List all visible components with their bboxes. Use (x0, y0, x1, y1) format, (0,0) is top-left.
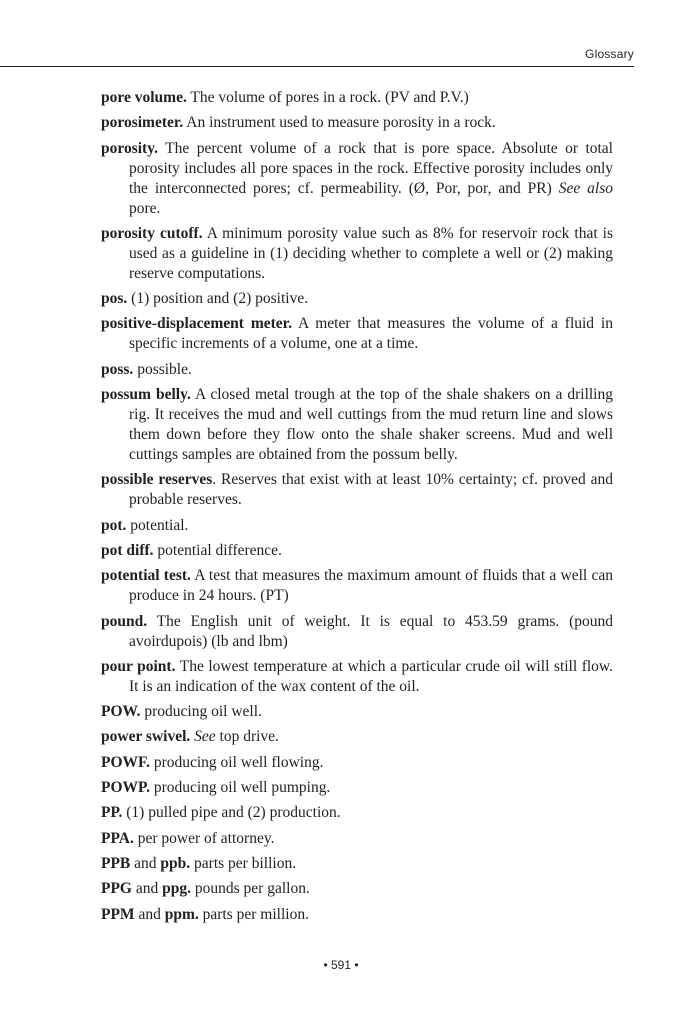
glossary-term: positive-displacement meter. (101, 315, 292, 333)
glossary-entry (101, 289, 613, 309)
definition-text: possible. (133, 360, 192, 378)
glossary-entry (101, 541, 613, 561)
glossary-term: pound. (101, 612, 148, 630)
definition-text: and (134, 905, 165, 923)
glossary-entry (101, 139, 613, 219)
definition-text: The volume of pores in a rock. (PV and P.V.) (186, 89, 469, 106)
cross-reference: See (194, 728, 216, 746)
glossary-term: potential test. (101, 567, 191, 585)
definition-text: pounds per gallon. (191, 880, 310, 898)
glossary-entry (101, 727, 613, 747)
glossary-term: POWF. (101, 753, 150, 771)
definition-text: producing oil well flowing. (149, 753, 324, 771)
glossary-term: POWP. (101, 779, 150, 797)
cross-reference: See also (558, 179, 613, 197)
definition-text: top drive. (215, 728, 279, 746)
definition-text: A test that measures the maximum amount of fluids that a well can produce in 24 hours. (PT) (129, 567, 613, 605)
glossary-entry (101, 224, 613, 284)
definition-text: A minimum porosity value such as 8% for reservoir rock that is used as a guideline in (1) deciding whether to complete a well or (2) making reserve computations. (129, 224, 613, 282)
glossary-term: porosimeter. (101, 114, 184, 132)
glossary-term: PPM (101, 905, 135, 923)
glossary-entry (101, 470, 613, 510)
definition-text: producing oil well pumping. (149, 779, 331, 797)
definition-text: A meter that measures the volume of a fluid in specific increments of a volume, one at a time. (129, 315, 613, 353)
glossary-entry (101, 803, 613, 823)
glossary-entry (101, 829, 613, 849)
glossary-term: ppm. (164, 905, 199, 923)
glossary-term: pot. (101, 516, 127, 534)
glossary-term: PPG (101, 880, 132, 898)
glossary-entry (101, 702, 613, 722)
definition-text: A closed metal trough at the top of the shale shakers on a drilling rig. It receives the mud and well cuttings from the mud return line and slows them down before they flow onto the shale shaker screens. Mud and well cuttings samples are obtained from the possum belly. (129, 386, 613, 464)
glossary-entries (101, 88, 613, 930)
definition-text: (1) pulled pipe and (2) production. (122, 804, 341, 822)
glossary-term: possible reserves (101, 471, 213, 489)
definition-text: pore. (129, 199, 161, 217)
glossary-term: POW. (101, 703, 141, 721)
glossary-entry (101, 612, 613, 652)
glossary-entry (101, 385, 613, 465)
glossary-entry (101, 854, 613, 874)
glossary-term: pour point. (101, 657, 176, 675)
definition-text: and (132, 880, 163, 898)
glossary-entry (101, 88, 613, 108)
definition-text: producing oil well. (140, 703, 262, 721)
definition-text: parts per billion. (190, 854, 297, 872)
glossary-term: PPB (101, 854, 131, 872)
page-number: • 591 • (323, 958, 359, 972)
glossary-term: ppb. (160, 854, 191, 872)
definition-text: The percent volume of a rock that is pore space. Absolute or total porosity includes all pore spaces in the rock. Effective porosity includes only the interconnected pores; cf. permeability. (Ø, Por, por, and PR) (129, 139, 613, 197)
definition-text: . Reserves that exist with at least 10% certainty; cf. proved and probable reserves. (129, 471, 613, 509)
glossary-entry (101, 905, 613, 925)
definition-text: The English unit of weight. It is equal to 453.59 grams. (pound avoirdupois) (lb and lbm) (129, 612, 613, 650)
glossary-entry (101, 778, 613, 798)
running-header: Glossary (585, 47, 634, 61)
definition-text: potential difference. (153, 541, 282, 559)
definition-text: and (130, 854, 161, 872)
definition-text: potential. (126, 516, 189, 534)
definition-text: (1) position and (2) positive. (127, 290, 309, 308)
definition-text: The lowest temperature at which a particular crude oil will still flow. It is an indication of the wax content of the oil. (129, 657, 613, 695)
glossary-term: possum belly. (101, 386, 191, 404)
glossary-term: pore volume. (101, 89, 187, 106)
glossary-entry (101, 360, 613, 380)
glossary-entry (101, 516, 613, 536)
glossary-term: poss. (101, 360, 134, 378)
definition-text: parts per million. (198, 905, 309, 923)
glossary-term: PPA. (101, 829, 134, 847)
glossary-term: power swivel. (101, 728, 191, 746)
glossary-term: porosity. (101, 139, 158, 157)
glossary-entry (101, 753, 613, 773)
header-rule (0, 66, 634, 67)
glossary-term: porosity cutoff. (101, 224, 203, 242)
glossary-term: pos. (101, 290, 128, 308)
definition-text: An instrument used to measure porosity in a rock. (183, 114, 496, 132)
glossary-entry (101, 314, 613, 354)
glossary-term: ppg. (162, 880, 192, 898)
glossary-entry (101, 566, 613, 606)
glossary-term: PP. (101, 804, 123, 822)
glossary-entry (101, 657, 613, 697)
glossary-entry (101, 113, 613, 133)
glossary-term: pot diff. (101, 541, 154, 559)
glossary-entry (101, 879, 613, 899)
definition-text: per power of attorney. (133, 829, 275, 847)
